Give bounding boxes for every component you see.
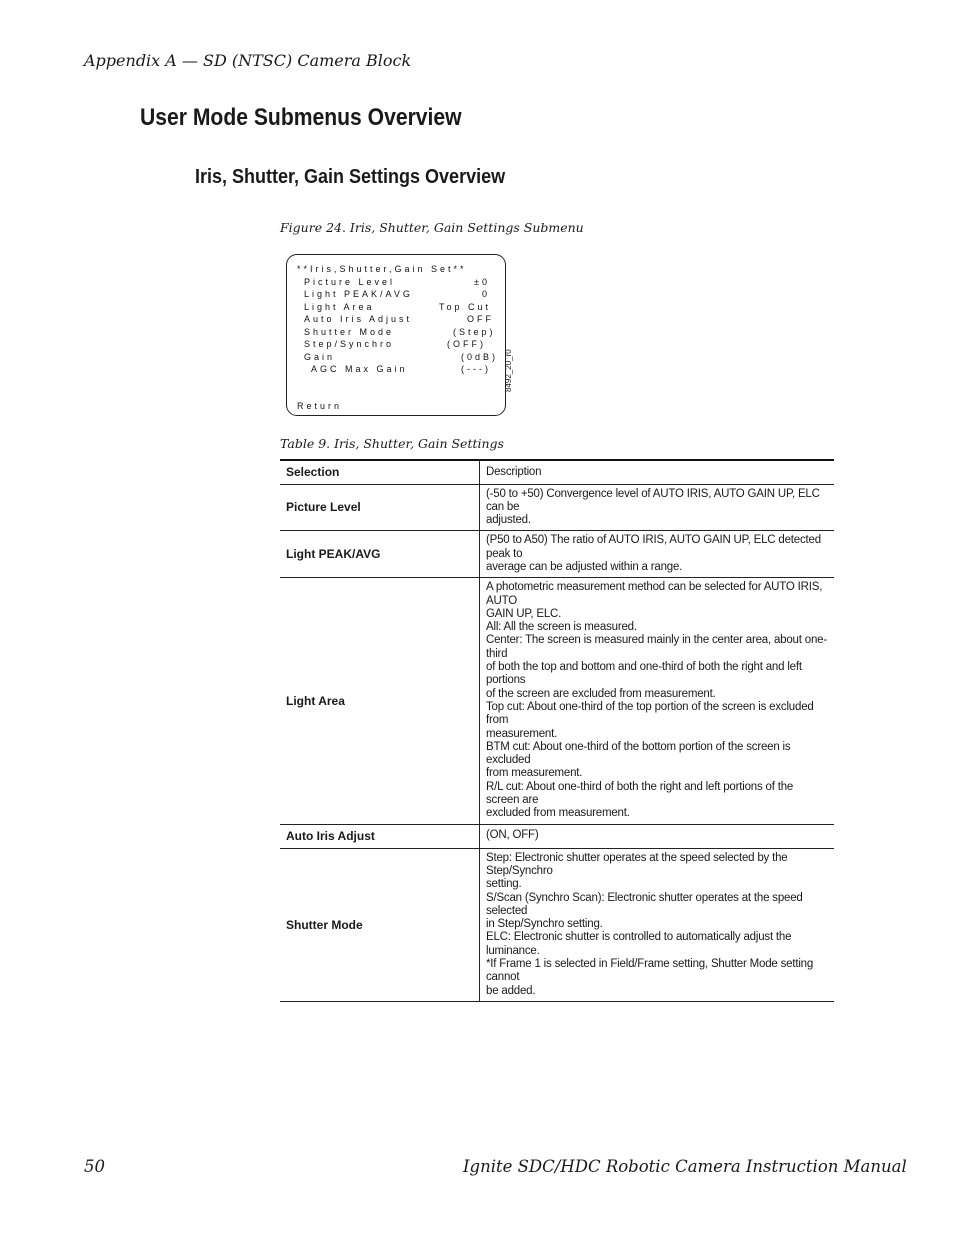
- row-description: (-50 to +50) Convergence level of AUTO IRIS, AUTO GAIN UP, ELC can be adjusted.: [486, 487, 820, 527]
- menu-item: [304, 301, 494, 313]
- footer-manual-title: Ignite SDC/HDC Robotic Camera Instruction Manual: [463, 1157, 907, 1176]
- row-selection: Picture Level: [280, 484, 480, 531]
- menu-item-value: ±0: [474, 276, 490, 287]
- menu-screen-figure: [286, 254, 506, 416]
- row-description: (ON, OFF): [486, 829, 539, 842]
- table-row: [280, 531, 834, 578]
- row-selection: Light PEAK/AVG: [280, 531, 480, 578]
- table-row: [280, 848, 834, 1001]
- menu-item-value: (---): [461, 364, 491, 374]
- menu-item-value: 0: [482, 289, 491, 299]
- figure-caption: Figure 24. Iris, Shutter, Gain Settings Submenu: [280, 220, 584, 235]
- menu-item: [304, 313, 494, 325]
- menu-item: [311, 363, 494, 375]
- page-number: 50: [84, 1157, 105, 1176]
- table-caption: Table 9. Iris, Shutter, Gain Settings: [280, 436, 504, 451]
- menu-item-label: Shutter Mode: [304, 326, 395, 337]
- page-title: User Mode Submenus Overview: [140, 104, 462, 131]
- menu-item: [304, 351, 499, 363]
- table-row: [280, 824, 834, 848]
- menu-item: [304, 338, 494, 350]
- menu-item-label: Picture Level: [304, 276, 396, 287]
- column-header-description: Description: [486, 465, 542, 478]
- table-row: [280, 484, 834, 531]
- row-selection: Shutter Mode: [280, 848, 480, 1001]
- menu-item-value: (0dB): [461, 351, 499, 362]
- row-selection: Light Area: [280, 578, 480, 824]
- menu-item-label: AGC Max Gain: [311, 364, 408, 374]
- menu-item-value: (OFF): [447, 339, 486, 349]
- running-header: Appendix A — SD (NTSC) Camera Block: [84, 51, 412, 70]
- menu-item-value: OFF: [467, 314, 494, 324]
- table-header-row: [280, 460, 834, 484]
- row-selection: Auto Iris Adjust: [280, 824, 480, 848]
- menu-item: [304, 288, 494, 300]
- menu-item-label: Gain: [304, 351, 336, 362]
- settings-table: [280, 459, 834, 1002]
- menu-return: Return: [297, 401, 343, 411]
- menu-item-value: Top Cut: [439, 301, 492, 312]
- menu-item-label: Light Area: [304, 301, 375, 312]
- menu-item-label: Light PEAK/AVG: [304, 289, 413, 299]
- menu-item-label: Step/Synchro: [304, 339, 395, 349]
- row-description: Step: Electronic shutter operates at the speed selected by the Step/Synchro setting. S/Scan (Synchro Scan): Electronic shutter operates at the speed selected in Step/Synchro setting. ELC: Electronic shutter is controlled to automatically adjust the luminance. *If Frame 1 is selected in Field/Frame setting, Shutter Mode setting cannot be added.: [486, 851, 814, 997]
- menu-item-label: Auto Iris Adjust: [304, 314, 413, 324]
- table-row: [280, 578, 834, 824]
- figure-id-label: 8492_20_r0: [504, 349, 513, 392]
- section-title: Iris, Shutter, Gain Settings Overview: [195, 166, 506, 188]
- row-description: A photometric measurement method can be selected for AUTO IRIS, AUTO GAIN UP, ELC. All: All the screen is measured. Center: The screen is measured mainly in the center area, about one-third of both the top and bottom and one-third of both the right and left portions of the screen are excluded from measurement. Top cut: About one-third of the top portion of the screen is excluded from measurement. BTM cut: About one-third of the bottom portion of the screen is excluded from measurement. R/L cut: About one-third of both the right and left portions of the screen are excluded from measurement.: [486, 581, 827, 820]
- menu-item: [304, 326, 494, 338]
- menu-item: [304, 276, 494, 288]
- menu-item-value: (Step): [453, 326, 496, 337]
- column-header-selection: Selection: [280, 460, 480, 484]
- row-description: (P50 to A50) The ratio of AUTO IRIS, AUTO GAIN UP, ELC detected peak to average can be adjusted within a range.: [486, 534, 821, 573]
- menu-title: **Iris,Shutter,Gain Set**: [297, 264, 467, 274]
